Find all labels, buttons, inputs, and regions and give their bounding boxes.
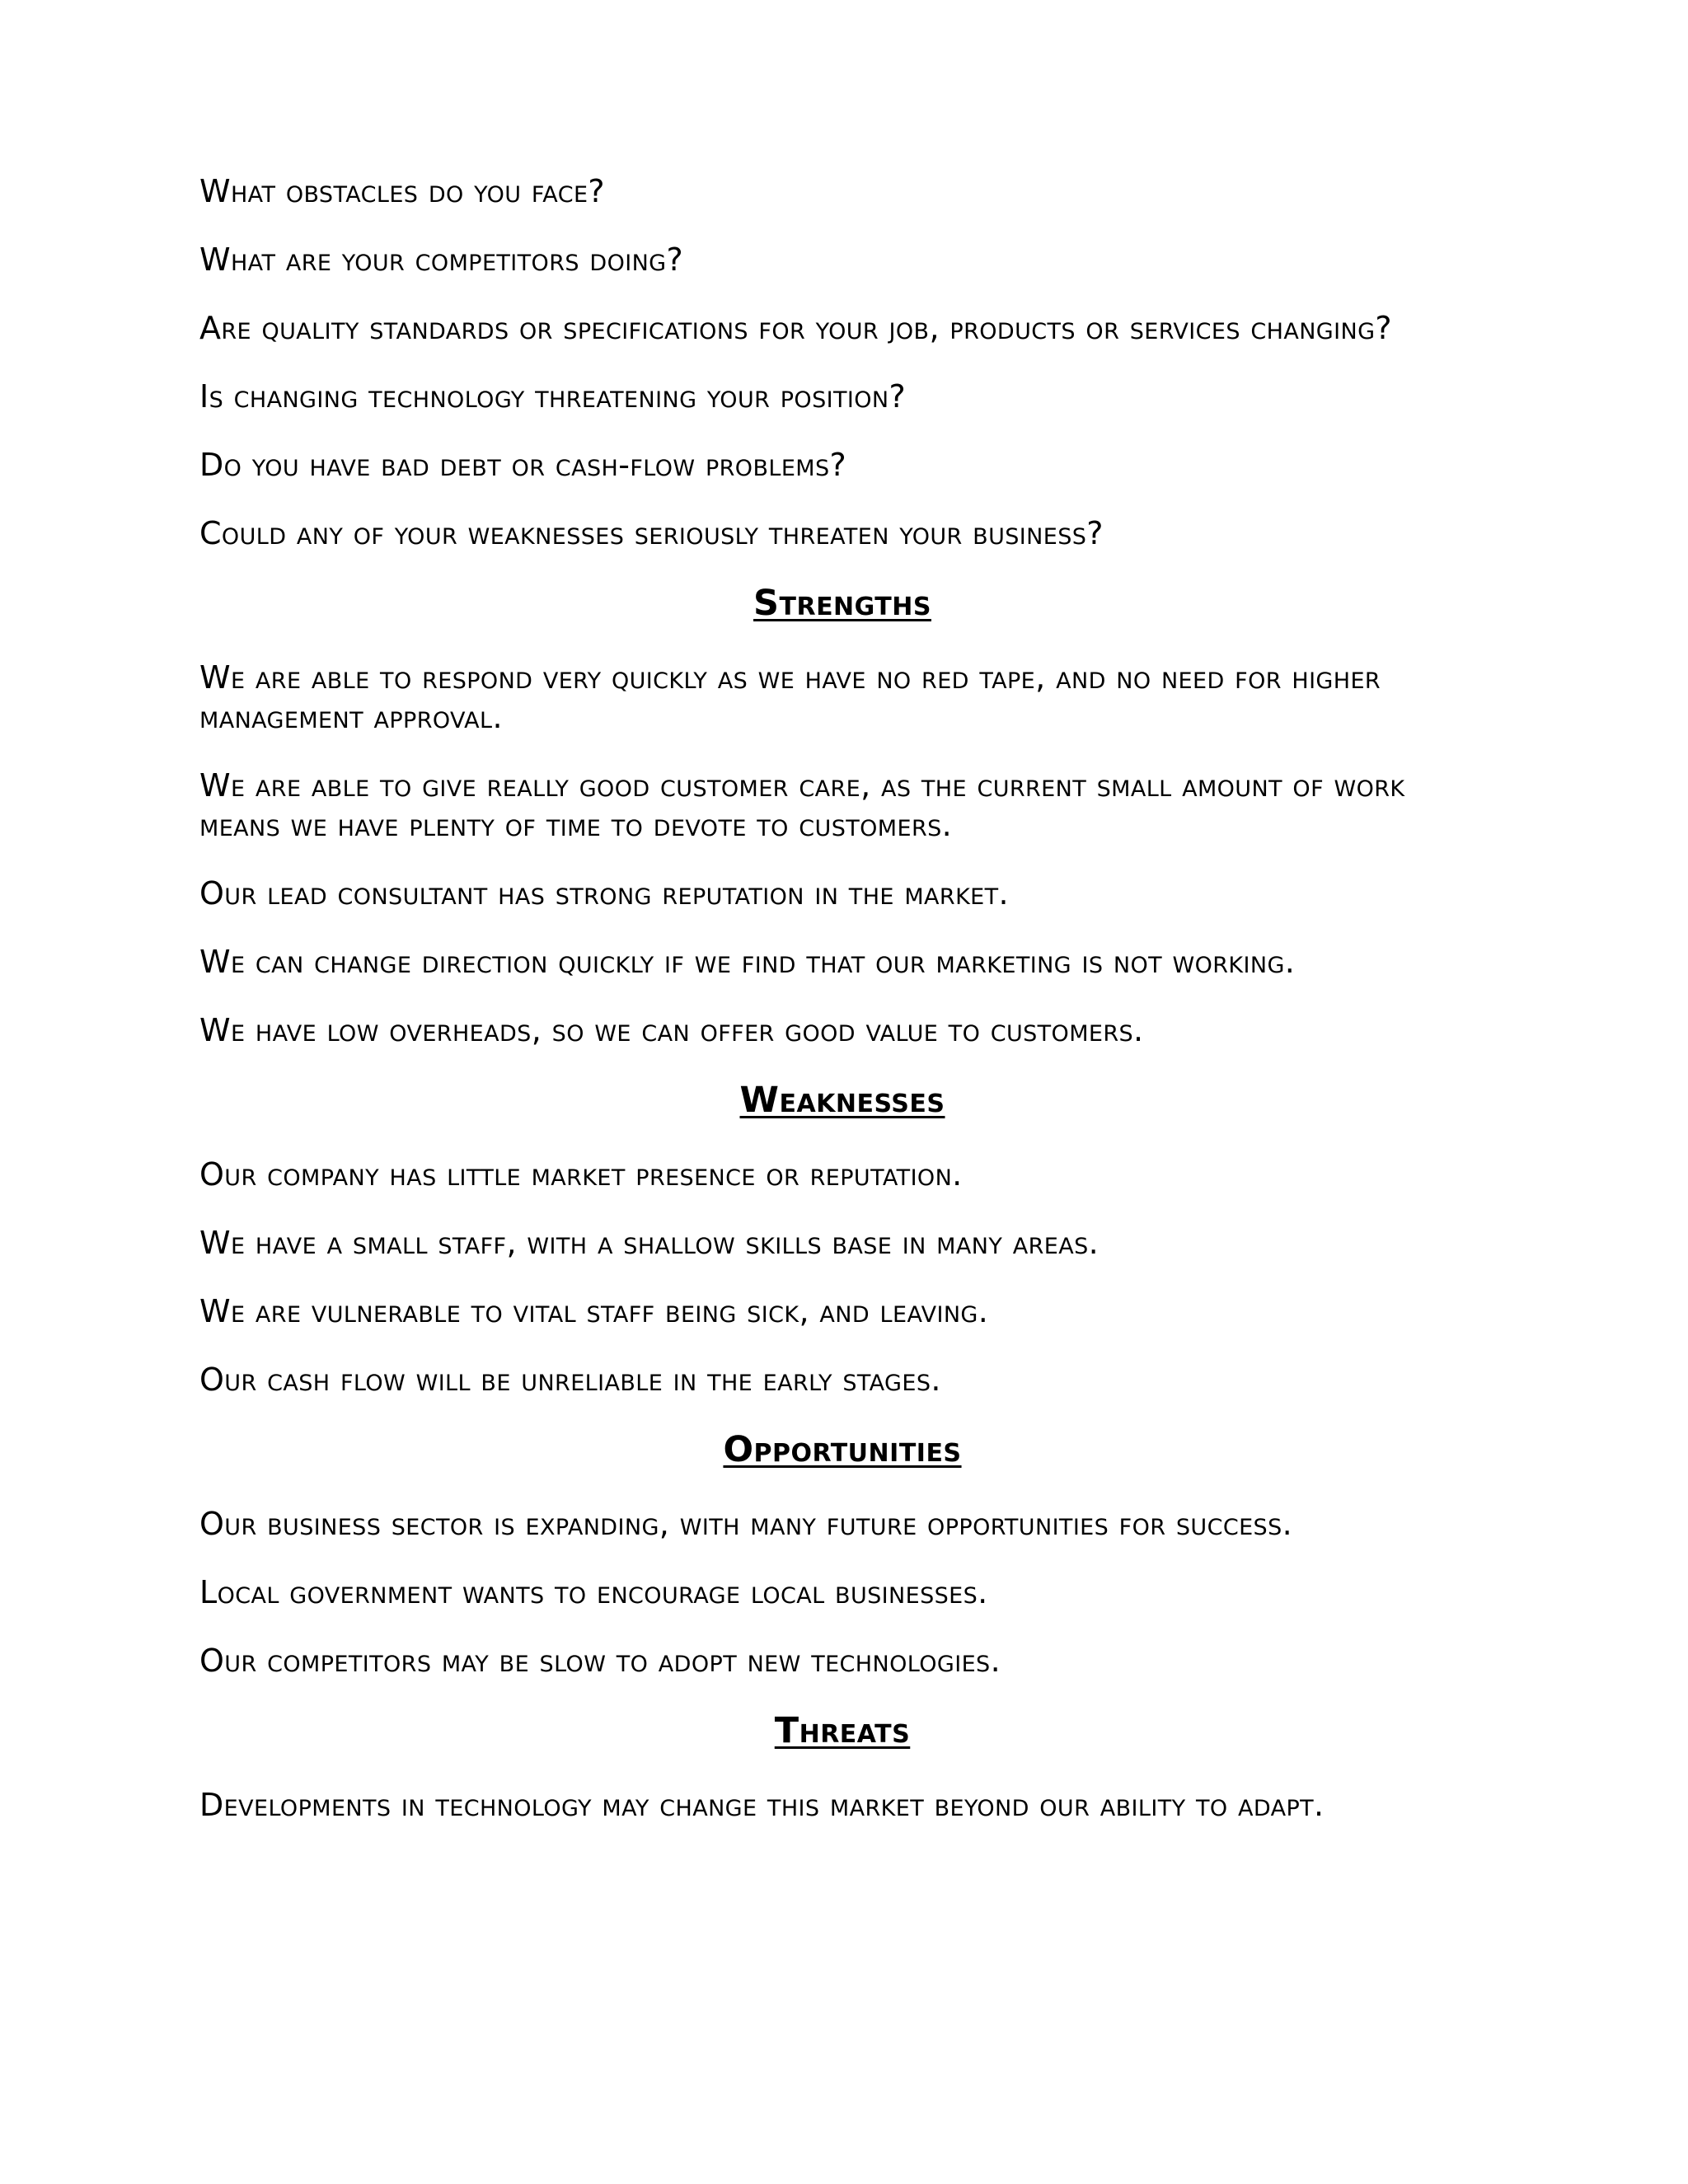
strength-item: Our lead consultant has strong reputation in the market. [199,875,1010,912]
weakness-item: Our cash flow will be unreliable in the early stages. [199,1361,941,1398]
opportunity-item: Our business sector is expanding, with many future opportunities for success. [199,1506,1293,1542]
question-bad-debt: Do you have bad debt or cash-flow problems? [199,447,847,483]
question-obstacles: What obstacles do you face? [199,173,605,209]
strength-item: We are able to give really good customer care, as the current small amount of work means we have plenty of time to devote to customers. [199,767,1405,843]
weakness-item: Our company has little market presence or reputation. [199,1156,963,1193]
document-content [199,171,1485,1854]
strength-item: We are able to respond very quickly as we have no red tape, and no need for higher management approval. [199,659,1381,735]
opportunities-heading: Opportunities [723,1429,962,1470]
question-competitors: What are your competitors doing? [199,241,684,278]
threats-heading: Threats [774,1710,911,1751]
question-technology: Is changing technology threatening your position? [199,378,907,415]
strengths-heading: Strengths [753,583,931,624]
weakness-item: We are vulnerable to vital staff being sick, and leaving. [199,1293,989,1329]
question-weaknesses-threat: Could any of your weaknesses seriously threaten your business? [199,515,1104,551]
strength-item: We have low overheads, so we can offer good value to customers. [199,1012,1144,1048]
opportunity-item: Our competitors may be slow to adopt new technologies. [199,1643,1001,1679]
threat-item: Developments in technology may change this market beyond our ability to adapt. [199,1787,1325,1823]
question-quality-standards: Are quality standards or specifications for your job, products or services changing? [199,310,1392,346]
opportunity-item: Local government wants to encourage local businesses. [199,1574,988,1610]
weakness-item: We have a small staff, with a shallow skills base in many areas. [199,1225,1100,1261]
strength-item: We can change direction quickly if we find that our marketing is not working. [199,944,1296,980]
weaknesses-heading: Weaknesses [739,1080,945,1121]
